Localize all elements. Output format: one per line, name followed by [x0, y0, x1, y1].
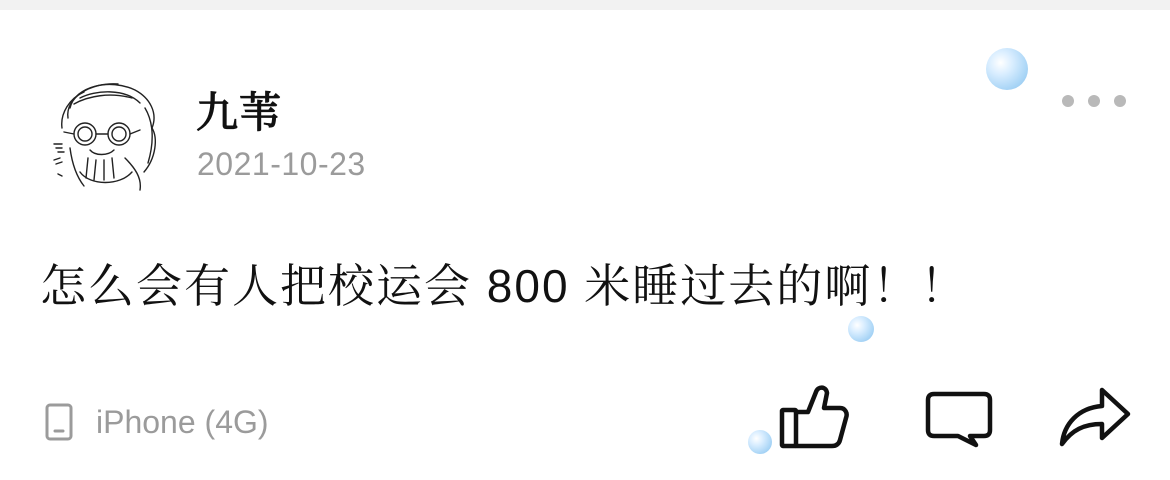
device-label: iPhone (4G) [96, 403, 269, 440]
device-info [44, 402, 269, 442]
share-icon [1058, 386, 1132, 448]
avatar-sketch-icon [40, 68, 170, 198]
share-button[interactable] [1058, 386, 1132, 448]
phone-icon [44, 402, 74, 442]
bubble-decoration [848, 316, 874, 342]
username[interactable]: 九苇 [196, 89, 283, 136]
post-content: 怎么会有人把校运会 800 米睡过去的啊！！ [40, 260, 969, 312]
like-button[interactable] [778, 382, 850, 450]
more-dot-icon [1114, 95, 1126, 107]
post-date: 2021-10-23 [197, 146, 366, 182]
comment-icon [924, 390, 994, 448]
thumbs-up-icon [778, 382, 850, 450]
more-options-button[interactable] [1062, 86, 1126, 116]
more-dot-icon [1088, 95, 1100, 107]
bubble-decoration [986, 48, 1028, 90]
comment-button[interactable] [924, 390, 994, 448]
post-card [0, 10, 1170, 480]
bubble-decoration [748, 430, 772, 454]
more-dot-icon [1062, 95, 1074, 107]
avatar[interactable] [40, 68, 170, 198]
